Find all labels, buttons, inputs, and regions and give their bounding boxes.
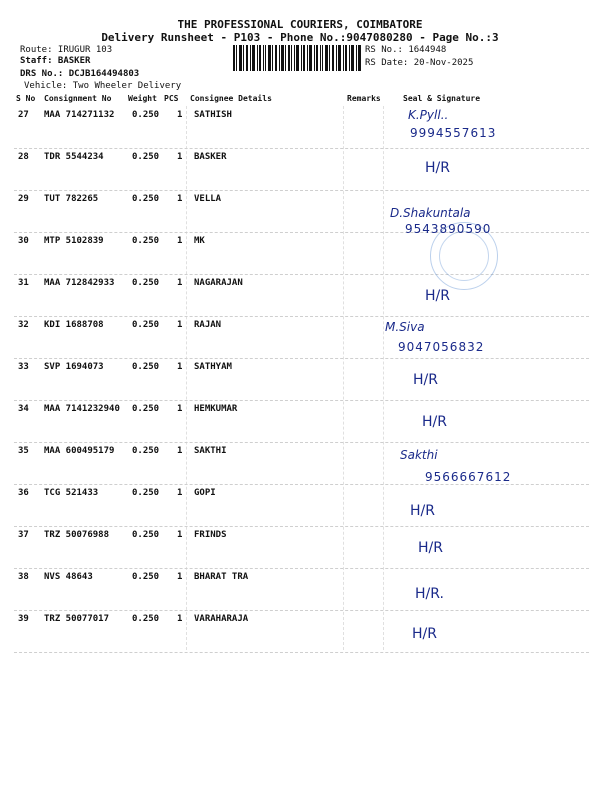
hr-mark-34: H/R — [422, 414, 447, 430]
consignment-number: TDR 5544234 — [44, 152, 104, 162]
consignment-number: TRZ 50076988 — [44, 530, 110, 540]
consignment-number: MAA 600495179 — [44, 446, 115, 456]
consignment-number: TRZ 50077017 — [44, 614, 110, 624]
col-consignee: Consignee Details — [190, 94, 272, 103]
rs-date: RS Date: 20-Nov-2025 — [365, 58, 474, 68]
weight-value: 0.250 — [132, 278, 160, 288]
consignee-name: BASKER — [194, 152, 227, 162]
table-row — [14, 400, 589, 443]
phone-27: 9994557613 — [410, 126, 497, 140]
pieces-count: 1 — [177, 194, 183, 204]
weight-value: 0.250 — [132, 236, 160, 246]
hr-mark-33: H/R — [413, 372, 438, 388]
weight-value: 0.250 — [132, 110, 160, 120]
hr-mark-28: H/R — [425, 160, 450, 176]
weight-value: 0.250 — [132, 320, 160, 330]
consignee-name: FRINDS — [194, 530, 227, 540]
consignee-name: HEMKUMAR — [194, 404, 238, 414]
table-row — [14, 316, 589, 359]
weight-value: 0.250 — [132, 488, 160, 498]
pieces-count: 1 — [177, 488, 183, 498]
signature-29: D.Shakuntala — [390, 206, 471, 220]
barcode — [233, 45, 361, 71]
serial-number: 36 — [18, 488, 29, 498]
weight-value: 0.250 — [132, 194, 160, 204]
table-row — [14, 274, 589, 317]
col-weight: Weight — [128, 94, 157, 103]
consignee-name: VELLA — [194, 194, 222, 204]
phone-29: 9543890590 — [405, 222, 492, 236]
consignment-number: TCG 521433 — [44, 488, 99, 498]
rs-number: RS No.: 1644948 — [365, 45, 447, 55]
serial-number: 28 — [18, 152, 29, 162]
col-consignment: Consignment No — [44, 94, 112, 103]
consignee-name: SAKTHI — [194, 446, 227, 456]
hr-mark-31: H/R — [425, 288, 450, 304]
table-row — [14, 610, 589, 653]
pieces-count: 1 — [177, 110, 183, 120]
hr-mark-39: H/R — [412, 626, 437, 642]
table-row — [14, 568, 589, 611]
signature-35: Sakthi — [400, 448, 438, 462]
route-text: Route: IRUGUR 103 — [20, 45, 113, 55]
pieces-count: 1 — [177, 278, 183, 288]
consignment-number: KDI 1688708 — [44, 320, 104, 330]
consignee-name: SATHYAM — [194, 362, 232, 372]
weight-value: 0.250 — [132, 362, 160, 372]
pieces-count: 1 — [177, 236, 183, 246]
serial-number: 34 — [18, 404, 29, 414]
weight-value: 0.250 — [132, 404, 160, 414]
serial-number: 29 — [18, 194, 29, 204]
table-row — [14, 358, 589, 401]
consignment-number: TUT 782265 — [44, 194, 99, 204]
table-row — [14, 484, 589, 527]
signature-27: K.Pyll.. — [408, 108, 449, 122]
consignment-number: MAA 714271132 — [44, 110, 115, 120]
pieces-count: 1 — [177, 530, 183, 540]
pieces-count: 1 — [177, 362, 183, 372]
col-sno: S No — [16, 94, 36, 103]
weight-value: 0.250 — [132, 530, 160, 540]
consignee-name: NAGARAJAN — [194, 278, 243, 288]
weight-value: 0.250 — [132, 572, 160, 582]
serial-number: 37 — [18, 530, 29, 540]
hr-mark-36: H/R — [410, 503, 435, 519]
consignment-number: NVS 48643 — [44, 572, 93, 582]
company-title: THE PROFESSIONAL COURIERS, COIMBATORE — [177, 18, 423, 31]
table-row — [14, 148, 589, 191]
serial-number: 38 — [18, 572, 29, 582]
consignee-name: BHARAT TRA — [194, 572, 249, 582]
pieces-count: 1 — [177, 446, 183, 456]
serial-number: 30 — [18, 236, 29, 246]
pieces-count: 1 — [177, 152, 183, 162]
consignee-name: VARAHARAJA — [194, 614, 249, 624]
col-pcs: PCS — [164, 94, 179, 103]
weight-value: 0.250 — [132, 446, 160, 456]
serial-number: 33 — [18, 362, 29, 372]
vehicle-text: Vehicle: Two Wheeler Delivery — [24, 81, 182, 91]
pieces-count: 1 — [177, 614, 183, 624]
serial-number: 27 — [18, 110, 29, 120]
col-seal-signature: Seal & Signature — [403, 94, 481, 103]
serial-number: 39 — [18, 614, 29, 624]
hr-mark-38: H/R. — [415, 586, 444, 602]
signature-32: M.Siva — [385, 320, 425, 334]
serial-number: 35 — [18, 446, 29, 456]
pieces-count: 1 — [177, 320, 183, 330]
weight-value: 0.250 — [132, 152, 160, 162]
consignment-number: MAA 712842933 — [44, 278, 115, 288]
consignee-name: GOPI — [194, 488, 216, 498]
staff-text: Staff: BASKER — [20, 56, 91, 66]
table-row — [14, 190, 589, 233]
table-row — [14, 106, 589, 149]
col-remarks: Remarks — [347, 94, 381, 103]
phone-32: 9047056832 — [398, 340, 485, 354]
consignment-number: MAA 7141232940 — [44, 404, 120, 414]
serial-number: 32 — [18, 320, 29, 330]
consignment-number: MTP 5102839 — [44, 236, 104, 246]
hr-mark-37: H/R — [418, 540, 443, 556]
drs-number: DRS No.: DCJB164494803 — [20, 69, 140, 79]
pieces-count: 1 — [177, 572, 183, 582]
consignment-number: SVP 1694073 — [44, 362, 104, 372]
runsheet-subtitle: Delivery Runsheet - P103 - Phone No.:9047080280 - Page No.:3 — [101, 31, 499, 44]
consignee-name: SATHISH — [194, 110, 232, 120]
consignee-name: RAJAN — [194, 320, 222, 330]
consignee-name: MK — [194, 236, 205, 246]
phone-35: 9566667612 — [425, 470, 512, 484]
table-row — [14, 232, 589, 275]
pieces-count: 1 — [177, 404, 183, 414]
weight-value: 0.250 — [132, 614, 160, 624]
serial-number: 31 — [18, 278, 29, 288]
table-row — [14, 526, 589, 569]
